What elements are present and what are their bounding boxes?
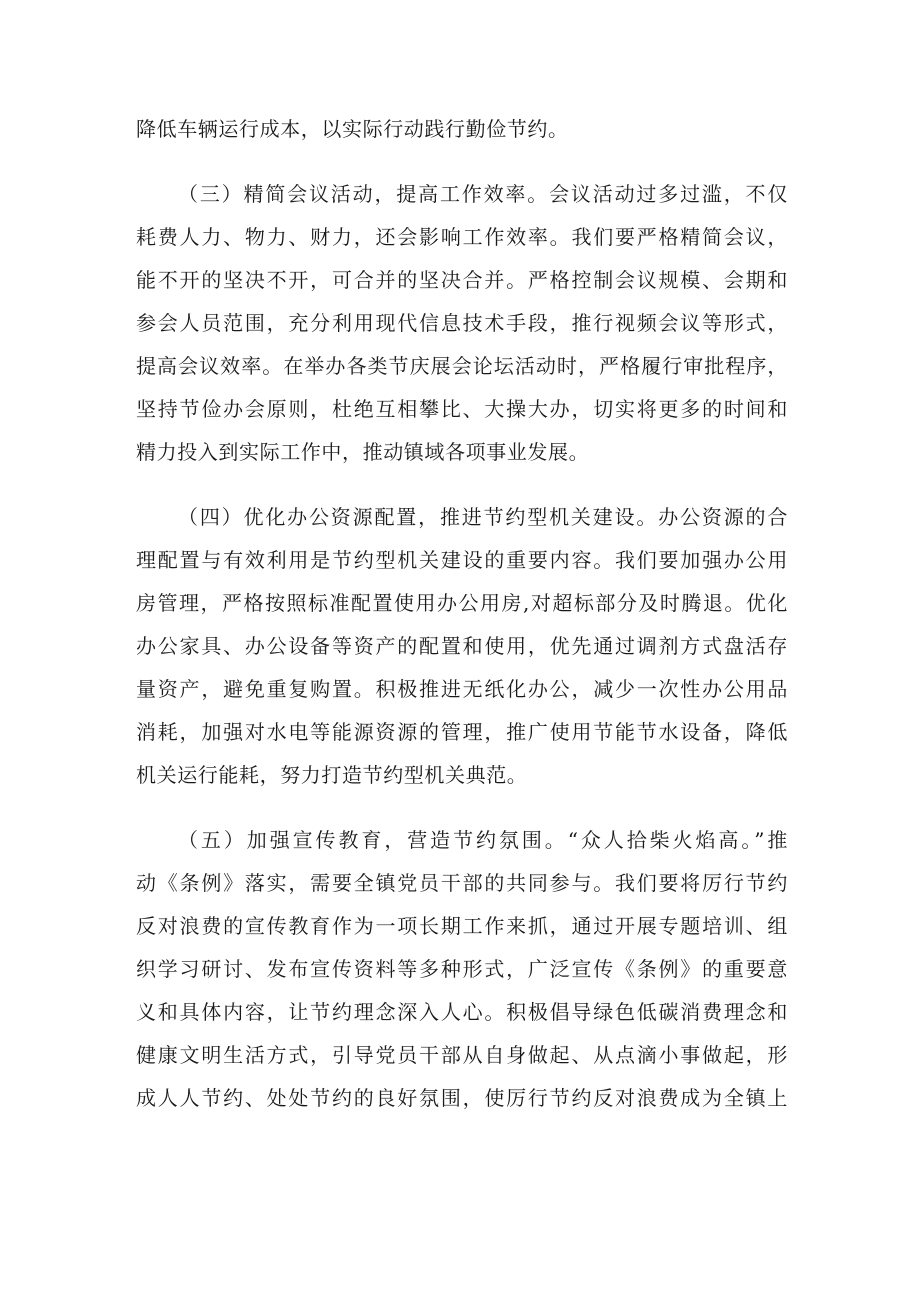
text-line: 坚持节俭办会原则，杜绝互相攀比、大操大办，切实将更多的时间和 [136, 397, 788, 421]
text-line: 动《条例》落实，需要全镇党员干部的共同参与。我们要将厉行节约 [136, 871, 788, 895]
text-line: 理配置与有效利用是节约型机关建设的重要内容。我们要加强办公用 [136, 548, 788, 572]
text-line: 成人人节约、处处节约的良好氛围，使厉行节约反对浪费成为全镇上 [136, 1086, 788, 1110]
text-line: 义和具体内容，让节约理念深入人心。积极倡导绿色低碳消费理念和 [136, 1000, 788, 1024]
text-line: 办公家具、办公设备等资产的配置和使用，优先通过调剂方式盘活存 [136, 634, 788, 658]
text-line: 健康文明生活方式，引导党员干部从自身做起、从点滴小事做起，形 [136, 1043, 788, 1067]
text-line: 提高会议效率。在举办各类节庆展会论坛活动时，严格履行审批程序， [136, 354, 788, 378]
text-line: 耗费人力、物力、财力，还会影响工作效率。我们要严格精简会议， [136, 225, 788, 249]
text-line: 房管理，严格按照标准配置使用办公用房,对超标部分及时腾退。优化 [136, 591, 788, 615]
text-line: 消耗，加强对水电等能源资源的管理，推广使用节能节水设备，降低 [136, 720, 788, 744]
text-line: 能不开的坚决不开，可合并的坚决合并。严格控制会议规模、会期和 [136, 268, 788, 292]
paragraph-office-resources [136, 496, 788, 797]
text-line: 精力投入到实际工作中，推动镇域各项事业发展。 [136, 440, 590, 464]
text-line: 反对浪费的宣传教育作为一项长期工作来抓，通过开展专题培训、组 [136, 914, 788, 938]
text-line: （五）加强宣传教育，营造节约氛围。“众人拾柴火焰高。”推 [178, 828, 788, 852]
text-line: 机关运行能耗，努力打造节约型机关典范。 [136, 763, 528, 787]
paragraph-publicity-education [136, 819, 788, 1120]
paragraph-vehicle-cost [136, 108, 788, 151]
text-line: 降低车辆运行成本，以实际行动践行勤俭节约。 [136, 117, 569, 141]
text-line: 量资产，避免重复购置。积极推进无纸化办公，减少一次性办公用品 [136, 677, 788, 701]
text-line: （三）精简会议活动，提高工作效率。会议活动过多过滥，不仅 [178, 182, 788, 206]
document-body [136, 108, 788, 1120]
text-line: 织学习研讨、发布宣传资料等多种形式，广泛宣传《条例》的重要意 [136, 957, 788, 981]
text-line: （四）优化办公资源配置，推进节约型机关建设。办公资源的合 [178, 505, 788, 529]
text-line: 参会人员范围，充分利用现代信息技术手段，推行视频会议等形式， [136, 311, 788, 335]
paragraph-streamline-meetings [136, 173, 788, 474]
